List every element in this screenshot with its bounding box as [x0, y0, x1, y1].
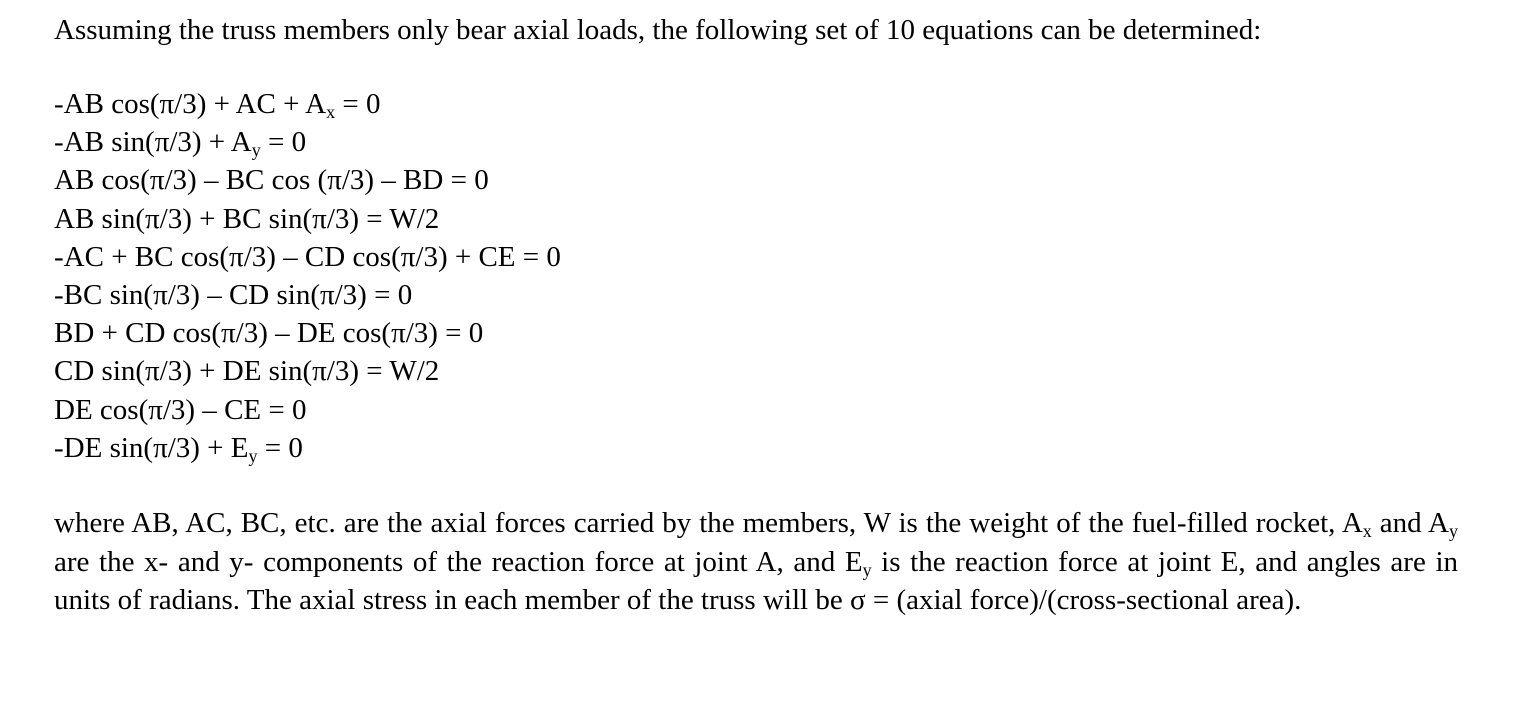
equation-7: BD + CD cos(π/3) – DE cos(π/3) = 0	[54, 317, 484, 350]
equation-1: -AB cos(π/3) + AC + $A_x = 0$	[54, 88, 381, 122]
equation-4: AB sin(π/3) + BC sin(π/3) = W/2	[54, 202, 440, 235]
equation-3: AB cos(π/3) – BC cos (π/3) – BD = 0	[54, 164, 489, 197]
equation-6: -BC sin(π/3) – CD sin(π/3) = 0	[54, 278, 413, 311]
equation-5: -AC + BC cos(π/3) – CD cos(π/3) + CE = 0	[54, 240, 561, 273]
equation-10: -DE $\sin(\pi/3) + E_y = 0$	[54, 431, 303, 466]
equation-8: CD sin(π/3) + DE sin(π/3) = W/2	[54, 355, 440, 388]
equation-2: -AB $\sin(\pi/3) + A_y = 0$	[54, 126, 307, 161]
intro-paragraph: Assuming the truss members only bear axial loads, the following set of 10 equations can be determined:	[54, 14, 1262, 46]
equation-9: DE cos(π/3) – CE = 0	[54, 393, 307, 426]
closing-paragraph: where AB, AC, BC, etc. are the axial forces carried by the members, W is the weight of the fuel-filled rocket, $A_x$ and $A_y$ are the x- and y- components of the reaction force at joint A, and $E_y$ is the reaction force at joint E, and angles are in units of radians. The axial stress in each member of the truss will be σ = (axial force)/(cross-sectional area).	[54, 507, 1459, 616]
equation-list	[54, 85, 561, 467]
